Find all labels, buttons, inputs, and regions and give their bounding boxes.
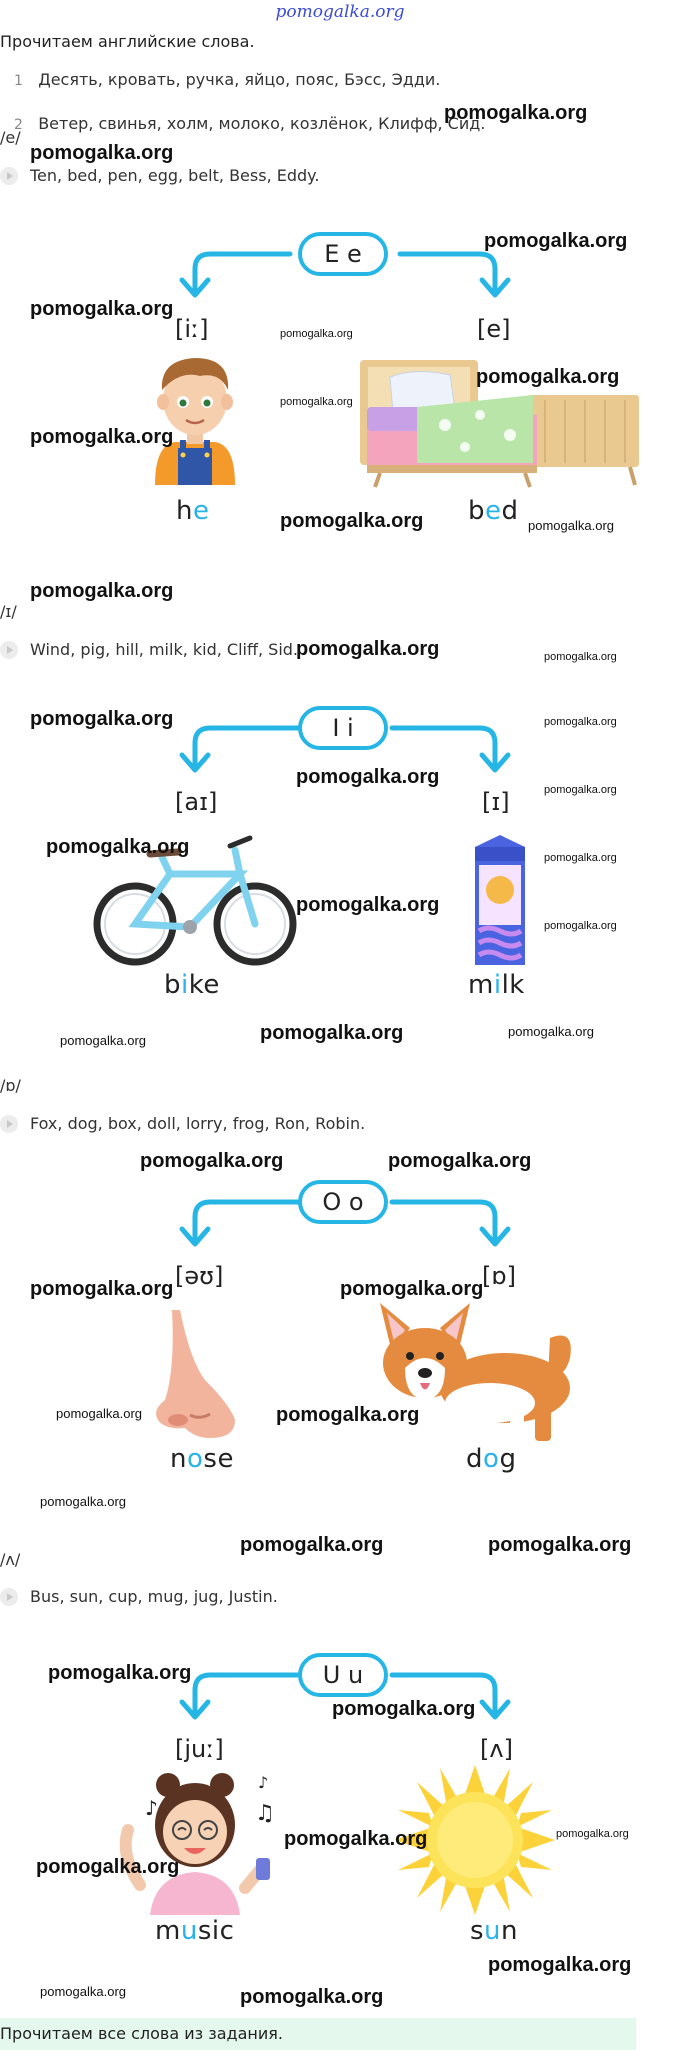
play-icon[interactable] <box>0 641 18 659</box>
arrow-left-icon <box>195 254 290 292</box>
intro-text: Прочитаем английские слова. <box>0 32 255 51</box>
ipa-right: [e] <box>477 315 511 343</box>
watermark: pomogalka.org <box>544 784 617 796</box>
site-logo[interactable]: pomogalka.org <box>275 2 405 22</box>
phoneme-label: /e/ <box>0 128 21 147</box>
phoneme-label: /ʌ/ <box>0 1550 21 1569</box>
list-text: Ветер, свинья, холм, молоко, козлёнок, Клифф, Сид. <box>38 114 486 133</box>
audio-row <box>0 640 298 659</box>
word-list: Fox, dog, box, doll, lorry, frog, Ron, Robin. <box>30 1114 366 1133</box>
watermark: pomogalka.org <box>296 638 440 660</box>
audio-row <box>0 1587 278 1606</box>
watermark: pomogalka.org <box>30 426 174 448</box>
watermark: pomogalka.org <box>276 1404 420 1426</box>
watermark: pomogalka.org <box>60 1033 146 1048</box>
watermark: pomogalka.org <box>296 894 440 916</box>
watermark: pomogalka.org <box>260 1022 404 1044</box>
ipa-right: [ʌ] <box>480 1735 513 1763</box>
watermark: pomogalka.org <box>340 1278 484 1300</box>
phoneme-label: /ɪ/ <box>0 602 17 621</box>
watermark: pomogalka.org <box>476 366 620 388</box>
watermark: pomogalka.org <box>30 708 174 730</box>
watermark: pomogalka.org <box>280 510 424 532</box>
watermark: pomogalka.org <box>40 1494 126 1509</box>
arrow-right-icon <box>400 254 495 292</box>
ipa-left: [əʊ] <box>175 1262 224 1290</box>
nose-illustration <box>150 1310 245 1440</box>
watermark: pomogalka.org <box>388 1150 532 1172</box>
letter-badge: U u <box>298 1653 388 1697</box>
watermark: pomogalka.org <box>544 651 617 663</box>
watermark: pomogalka.org <box>556 1828 629 1840</box>
play-icon[interactable] <box>0 1588 18 1606</box>
example-word-left: he <box>176 496 210 526</box>
word-list: Wind, pig, hill, milk, kid, Cliff, Sid. <box>30 640 299 659</box>
watermark: pomogalka.org <box>280 328 353 340</box>
example-word-left: nose <box>170 1444 234 1474</box>
svg-text:♫: ♫ <box>255 1801 275 1826</box>
ipa-left: [juː] <box>175 1735 224 1763</box>
watermark: pomogalka.org <box>30 142 174 164</box>
word-list: Bus, sun, cup, mug, jug, Justin. <box>30 1587 278 1606</box>
svg-text:♪: ♪ <box>145 1796 158 1820</box>
word-list: Ten, bed, pen, egg, belt, Bess, Eddy. <box>30 166 320 185</box>
watermark: pomogalka.org <box>140 1150 284 1172</box>
letter-badge: E e <box>298 232 388 276</box>
watermark: pomogalka.org <box>30 1278 174 1300</box>
list-number: 1 <box>14 73 23 89</box>
watermark: pomogalka.org <box>544 852 617 864</box>
watermark: pomogalka.org <box>56 1406 142 1421</box>
watermark: pomogalka.org <box>544 920 617 932</box>
watermark: pomogalka.org <box>30 580 174 602</box>
example-word-right: sun <box>470 1916 519 1946</box>
watermark: pomogalka.org <box>528 518 614 533</box>
list-number: 2 <box>14 117 23 133</box>
watermark: pomogalka.org <box>280 396 353 408</box>
ipa-right: [ɒ] <box>482 1262 516 1290</box>
svg-text:♪: ♪ <box>258 1773 269 1792</box>
ipa-left: [iː] <box>175 315 209 343</box>
example-word-right: milk <box>468 970 525 1000</box>
watermark: pomogalka.org <box>48 1662 192 1684</box>
example-word-left: music <box>155 1916 235 1946</box>
example-word-right: dog <box>466 1444 517 1474</box>
watermark: pomogalka.org <box>296 766 440 788</box>
watermark: pomogalka.org <box>332 1698 476 1720</box>
watermark: pomogalka.org <box>46 836 190 858</box>
boy-illustration <box>150 350 240 485</box>
watermark: pomogalka.org <box>40 1984 126 1999</box>
watermark: pomogalka.org <box>488 1534 632 1556</box>
watermark: pomogalka.org <box>240 1986 384 2008</box>
phoneme-label: /ɒ/ <box>0 1076 21 1095</box>
watermark: pomogalka.org <box>484 230 628 252</box>
watermark: pomogalka.org <box>36 1856 180 1878</box>
girl-music-illustration <box>110 1770 280 1915</box>
list-text: Десять, кровать, ручка, яйцо, пояс, Бэсс, Эдди. <box>38 70 441 89</box>
watermark: pomogalka.org <box>544 716 617 728</box>
watermark: pomogalka.org <box>444 102 588 124</box>
letter-badge: I i <box>298 706 388 750</box>
watermark: pomogalka.org <box>488 1954 632 1976</box>
footer-banner: Прочитаем все слова из задания. <box>0 2018 636 2050</box>
watermark: pomogalka.org <box>30 298 174 320</box>
watermark: pomogalka.org <box>284 1828 428 1850</box>
play-icon[interactable] <box>0 1115 18 1133</box>
watermark: pomogalka.org <box>240 1534 384 1556</box>
ipa-left: [aɪ] <box>175 788 218 816</box>
ipa-right: [ɪ] <box>482 788 510 816</box>
example-word-left: bike <box>164 970 220 1000</box>
watermark: pomogalka.org <box>508 1024 594 1039</box>
milk-carton-illustration <box>470 835 530 970</box>
letter-badge: O o <box>298 1180 388 1224</box>
audio-row <box>0 1114 365 1133</box>
example-word-right: bed <box>468 496 519 526</box>
